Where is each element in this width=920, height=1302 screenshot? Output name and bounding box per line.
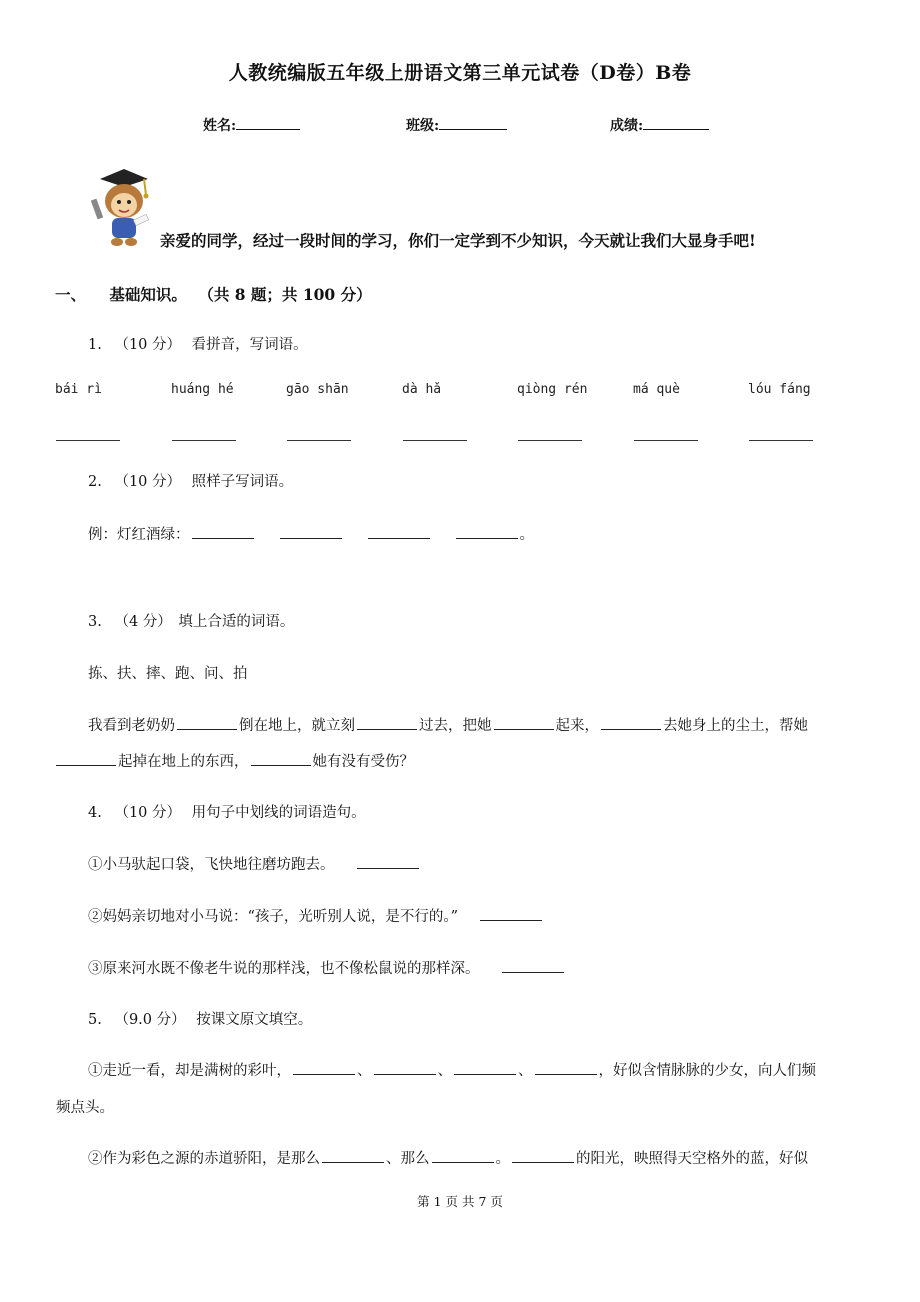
page-footer: 第 1 页 共 7 页 — [417, 1194, 503, 1209]
q5-line-1 — [88, 1059, 816, 1080]
q1-prompt: 看拼音，写词语。 — [191, 337, 308, 353]
q2-prompt: 照样子写词语。 — [191, 474, 294, 490]
answer-blank[interactable] — [454, 1060, 516, 1075]
q4-item-3 — [88, 957, 566, 978]
question-2-header — [88, 470, 293, 491]
question-5-header — [88, 1008, 312, 1029]
q4-item-1 — [88, 853, 421, 874]
q4-score: （10 分） — [114, 805, 182, 821]
q3-text: 起来， — [555, 718, 599, 734]
q1-number: 1. — [88, 337, 102, 353]
q5-text: 。 — [495, 1151, 510, 1167]
answer-blank[interactable] — [512, 1148, 574, 1163]
section-meta: （共 8 题；共 100 分） — [198, 285, 372, 304]
q5-prompt: 按课文原文填空。 — [196, 1012, 313, 1028]
pinyin-item: lóu fáng — [748, 382, 811, 397]
q3-text: 去她身上的尘土，帮她 — [663, 718, 808, 734]
q3-sentence-line-1 — [88, 714, 808, 735]
q5-text: 、那么 — [386, 1151, 430, 1167]
q3-text: 我看到老奶奶 — [88, 718, 175, 734]
q5-line-2 — [88, 1147, 808, 1168]
class-blank[interactable] — [439, 115, 507, 130]
q3-text: 倒在地上，就立刻 — [239, 718, 355, 734]
answer-blank[interactable] — [293, 1060, 355, 1075]
q2-end: 。 — [519, 527, 534, 543]
q3-text: 过去，把她 — [419, 718, 492, 734]
page-title: 人教统编版五年级上册语文第三单元试卷（D卷）B卷 — [228, 62, 692, 84]
q5-text: ①走近一看，却是满树的彩叶， — [88, 1063, 291, 1079]
q5-text: ②作为彩色之源的赤道骄阳，是那么 — [88, 1151, 320, 1167]
answer-blank[interactable] — [287, 440, 351, 441]
answer-blank[interactable] — [177, 715, 237, 730]
class-field — [406, 115, 507, 135]
name-field — [203, 115, 300, 135]
name-label: 姓名: — [203, 118, 237, 134]
name-blank[interactable] — [236, 115, 300, 130]
q2-score: （10 分） — [114, 474, 182, 490]
q4-item-2 — [88, 905, 544, 926]
q5-text: ，好似含情脉脉的少女，向人们频 — [598, 1063, 816, 1079]
answer-blank[interactable] — [432, 1148, 494, 1163]
class-label: 班级: — [406, 118, 440, 134]
answer-blank[interactable] — [56, 751, 116, 766]
q3-word-bank: 拣、扶、摔、跑、问、拍 — [88, 666, 248, 682]
greeting-text: 亲爱的同学，经过一段时间的学习，你们一定学到不少知识，今天就让我们大显身手吧! — [160, 231, 756, 250]
q4-number: 4. — [88, 805, 102, 821]
answer-blank[interactable] — [480, 906, 542, 921]
q3-score: （4 分） — [114, 614, 172, 630]
q3-prompt: 填上合适的词语。 — [178, 614, 295, 630]
q4-text: ②妈妈亲切地对小马说：“孩子，光听别人说，是不行的。” — [88, 909, 459, 925]
score-field — [610, 115, 709, 135]
q5-separator: 、 — [437, 1063, 452, 1079]
q4-text: ①小马驮起口袋，飞快地往磨坊跑去。 — [88, 857, 335, 873]
answer-blank[interactable] — [368, 524, 430, 539]
score-blank[interactable] — [643, 115, 709, 130]
pinyin-item: huáng hé — [171, 382, 234, 397]
answer-blank[interactable] — [601, 715, 661, 730]
question-4-header — [88, 801, 366, 822]
answer-blank[interactable] — [518, 440, 582, 441]
answer-blank[interactable] — [172, 440, 236, 441]
answer-blank[interactable] — [456, 524, 518, 539]
q4-text: ③原来河水既不像老牛说的那样浅，也不像松鼠说的那样深。 — [88, 961, 480, 977]
score-label: 成绩: — [610, 118, 644, 134]
q3-text: 她有没有受伤？ — [312, 754, 414, 770]
answer-blank[interactable] — [251, 751, 311, 766]
q3-number: 3. — [88, 614, 102, 630]
answer-blank[interactable] — [280, 524, 342, 539]
answer-blank[interactable] — [56, 440, 120, 441]
answer-blank[interactable] — [192, 524, 254, 539]
pinyin-item: bái rì — [55, 382, 102, 397]
pinyin-item: má què — [633, 382, 680, 397]
q5-separator: 、 — [357, 1063, 372, 1079]
mascot-graduate-icon — [88, 165, 154, 247]
q5-score: （9.0 分） — [114, 1012, 186, 1028]
answer-blank[interactable] — [322, 1148, 384, 1163]
question-3-header — [88, 610, 294, 631]
answer-blank[interactable] — [403, 440, 467, 441]
answer-blank[interactable] — [634, 440, 698, 441]
q5-line-1-cont: 频点头。 — [56, 1100, 114, 1116]
q5-number: 5. — [88, 1012, 102, 1028]
q2-example-line — [88, 523, 534, 544]
section-number: 一、 — [55, 285, 87, 304]
answer-blank[interactable] — [357, 715, 417, 730]
q2-number: 2. — [88, 474, 102, 490]
answer-blank[interactable] — [535, 1060, 597, 1075]
pinyin-item: dà hǎ — [402, 382, 442, 397]
q5-separator: 、 — [518, 1063, 533, 1079]
answer-blank[interactable] — [494, 715, 554, 730]
answer-blank[interactable] — [502, 958, 564, 973]
q3-sentence-line-2 — [56, 750, 414, 771]
answer-blank[interactable] — [374, 1060, 436, 1075]
answer-blank[interactable] — [357, 854, 419, 869]
pinyin-item: qiòng rén — [517, 382, 588, 397]
q2-example: 例：灯红酒绿： — [88, 527, 190, 543]
q1-score: （10 分） — [114, 337, 182, 353]
pinyin-item: gāo shān — [286, 382, 349, 397]
q4-prompt: 用句子中划线的词语造句。 — [191, 805, 366, 821]
answer-blank[interactable] — [749, 440, 813, 441]
q3-text: 起掉在地上的东西， — [118, 754, 249, 770]
question-1-header — [88, 333, 308, 354]
section-title: 基础知识。 — [109, 285, 187, 304]
q5-text: 的阳光，映照得天空格外的蓝，好似 — [576, 1151, 808, 1167]
section-header — [55, 283, 372, 305]
